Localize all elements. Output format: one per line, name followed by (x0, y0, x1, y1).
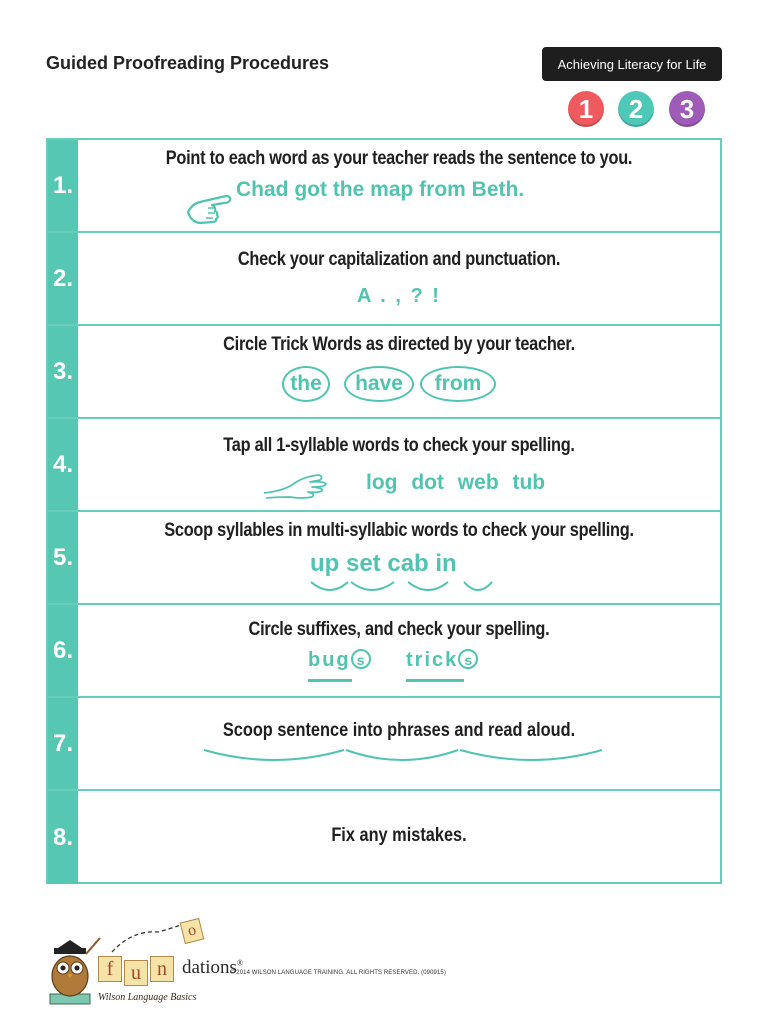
phrase-scoops (78, 698, 722, 791)
level-2-badge: 2 (618, 91, 654, 127)
trick-word-oval: have (344, 366, 414, 402)
owl-mascot-icon (42, 932, 102, 1006)
trick-word-oval: the (282, 366, 330, 402)
step-instruction: Tap all 1-syllable words to check your spelling. (223, 435, 575, 456)
letter-tile-o: o (180, 918, 205, 944)
step-number: 8. (48, 791, 78, 884)
step-row-6 (48, 605, 720, 698)
step-instruction: Circle Trick Words as directed by your teacher. (223, 334, 575, 355)
suffix-word: bug s (308, 649, 371, 672)
copyright-notice: © 2014 WILSON LANGUAGE TRAINING. ALL RIGHTS RESERVED. (090915) (230, 970, 446, 976)
pointing-hand-icon (186, 190, 234, 226)
page-title: Guided Proofreading Procedures (46, 53, 330, 73)
step-number: 1. (48, 140, 78, 231)
step-number: 3. (48, 326, 78, 417)
step-row-5 (48, 512, 720, 605)
trick-word-oval: from (420, 366, 496, 402)
letter-tile-u: u (124, 960, 148, 986)
step-number: 5. (48, 512, 78, 603)
step-number: 6. (48, 605, 78, 696)
level-indicators (568, 91, 708, 129)
step-instruction: Circle suffixes, and check your spelling. (248, 619, 550, 640)
step-instruction: Point to each word as your teacher reads the sentence to you. (165, 148, 633, 169)
example-sentence: Chad got the map from Beth. (236, 178, 525, 201)
suffix-circle: s (458, 649, 478, 669)
step-row-3 (48, 326, 720, 419)
tagline: Wilson Language Basics (98, 992, 197, 1003)
step-instruction: Fix any mistakes. (331, 825, 467, 846)
base-underline (308, 679, 352, 682)
level-3-badge: 3 (669, 91, 705, 127)
step-row-1 (48, 140, 720, 233)
step-number: 2. (48, 233, 78, 324)
suffix-word: trick s (406, 649, 478, 672)
step-instruction: Scoop syllables in multi-syllabic words to check your spelling. (164, 520, 634, 541)
step-row-2 (48, 233, 720, 326)
brand-wordmark: dations® (182, 957, 243, 978)
step-row-8 (48, 791, 720, 884)
letter-tile-n: n (150, 956, 174, 982)
procedure-table (46, 138, 722, 884)
step-instruction: Scoop sentence into phrases and read aloud. (222, 720, 576, 741)
step-number: 7. (48, 698, 78, 789)
base-underline (406, 679, 464, 682)
trick-words (78, 366, 720, 406)
suffix-words (78, 649, 720, 689)
level-1-badge: 1 (568, 91, 604, 127)
tapping-hand-icon (262, 471, 332, 501)
literacy-badge: Achieving Literacy for Life (542, 47, 722, 81)
step-instruction: Check your capitalization and punctuation. (237, 249, 561, 270)
suffix-circle: s (351, 649, 371, 669)
footer (42, 912, 462, 1012)
letter-tile-f: f (98, 956, 122, 982)
punctuation-example: A . , ? ! (357, 285, 441, 307)
one-syllable-words: log dot web tub (366, 471, 546, 494)
syllable-words: up set cab in (310, 550, 457, 577)
step-row-4 (48, 419, 720, 512)
step-row-7 (48, 698, 720, 791)
step-number: 4. (48, 419, 78, 510)
